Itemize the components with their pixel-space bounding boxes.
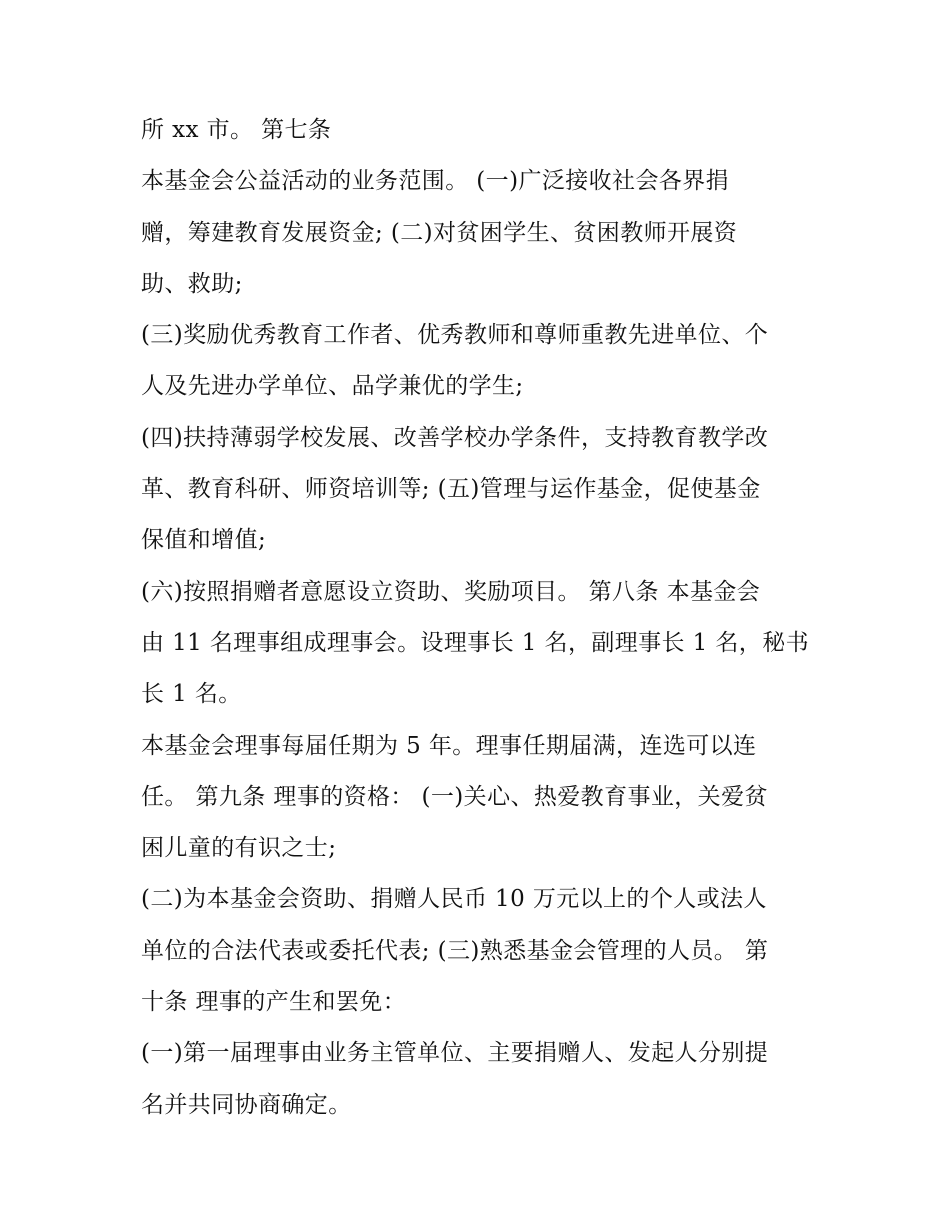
text-line: (一)第一届理事由业务主管单位、主要捐赠人、发起人分别提 [141,1040,769,1067]
text-line: 所 xx 市。 第七条 [141,117,332,143]
text-line: 革、教育科研、师资培训等; (五)管理与运作基金，促使基金 [141,476,761,503]
document-body [141,105,821,1131]
text-line: 保值和增值; [141,527,267,554]
text-line: 困儿童的有识之士; [141,835,337,862]
text-line: 本基金会公益活动的业务范围。 (一)广泛接收社会各界捐 [141,168,730,195]
text-line: 赠，筹建教育发展资金; (二)对贫困学生、贫困教师开展资 [141,219,738,246]
text-line: 十条 理事的产生和罢免： [141,989,407,1016]
text-line: (四)扶持薄弱学校发展、改善学校办学条件，支持教育教学改 [141,424,769,451]
text-line: 人及先进办学单位、品学兼优的学生; [141,373,524,400]
text-line: (三)奖励优秀教育工作者、优秀教师和尊师重教先进单位、个 [141,322,769,349]
text-line: 名并共同协商确定。 [141,1091,352,1118]
text-line: 由 11 名理事组成理事会。设理事长 1 名，副理事长 1 名，秘书 [141,629,809,656]
text-line: 任。 第九条 理事的资格： (一)关心、热爱教育事业，关爱贫 [141,783,768,810]
text-line: (六)按照捐赠者意愿设立资助、奖励项目。 第八条 本基金会 [141,578,761,605]
text-line: 本基金会理事每届任期为 5 年。理事任期届满，连选可以连 [141,732,757,759]
text-line: 助、救助; [141,270,243,297]
text-line: 长 1 名。 [141,681,242,708]
text-line: 单位的合法代表或委托代表; (三)熟悉基金会管理的人员。 第 [141,937,769,964]
text-line: (二)为本基金会资助、捐赠人民币 10 万元以上的个人或法人 [141,886,767,913]
